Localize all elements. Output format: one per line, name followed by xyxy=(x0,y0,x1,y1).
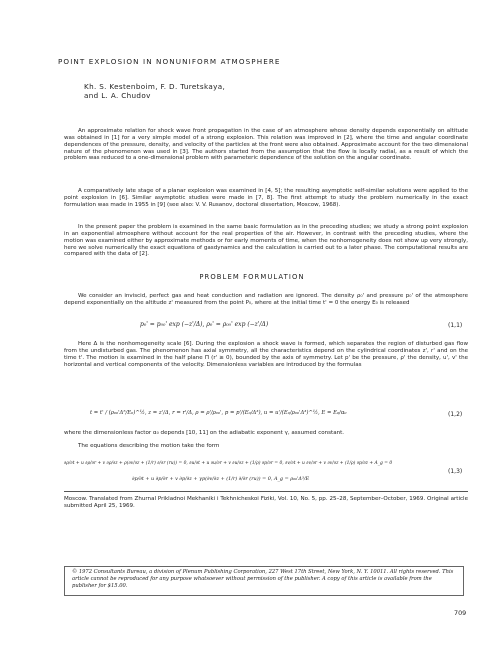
author-list xyxy=(84,82,225,100)
paper-title: POINT EXPLOSION IN NONUNIFORM ATMOSPHERE xyxy=(58,57,281,66)
page-number: 709 xyxy=(454,609,467,617)
intro-paragraph-2: A comparatively late stage of a planar explosion was examined in [4, 5]; the resulting asymptotic self-similar solutions were applied to the point explosion in [6]. Similar asymptotic studies were made in [7, 8]. The first attempt to study the problem numerically in the exact formulation was made in 1955 in [9] (see also: V. V. Rusanov, doctoral dissertation, Moscow, 1968). xyxy=(64,188,468,208)
equation-1-3-line-2: ∂p/∂t + u ∂p/∂r + v ∂p/∂z + γp(∂v/∂z + (1/r) ∂/∂r (ru)) = 0, A_g = ρ₀₀'Δ³/E xyxy=(132,476,310,482)
formulation-paragraph: We consider an inviscid, perfect gas and heat conduction and radiation are ignored. The density ρ₀' and pressure p₀' of the atmosphere depend exponentially on the altitude z' measured from the point P₀, where at the initial time t' = 0 the energy E₀ is released xyxy=(64,293,468,306)
abstract-paragraph: An approximate relation for shock wave front propagation in the case of an atmosphere whose density depends exponentially on altitude was obtained in [1] for a very simple model of a strong explosion. This relation was improved in [2], where the time and angular coordinate dependences of the pressure, density, and velocity of the particles at the front were also obtained. Approximate account for the two dimensional nature of the phenomenon was used in [3]. The authors started from the assumption that the flow is locally radial, as a result of which the problem was reduced to a one-dimensional problem with parameteric dependence of the solution on the angular coordinate. xyxy=(64,128,468,162)
equation-1-2: t = t' / (ρ₀₀'Δ⁵/E₀)^½, z = z'/Δ, r = r'/Δ, ρ = ρ'/ρ₀₀', p = p'/(E₀/Δ³), u = u'/(E₀/ρ₀₀'Δ³)^½, E = E₀/α₀ xyxy=(90,410,347,416)
copyright-notice: © 1972 Consultants Bureau, a division of Plenum Publishing Corporation, 227 West 17th Street, New York, N. Y. 10011. All rights reserved. This article cannot be reproduced for any purpose whatsoever without permission of the publisher. A copy of this article is available from the publisher for $15.00. xyxy=(72,569,454,589)
equations-intro-paragraph: The equations describing the motion take the form xyxy=(78,443,220,449)
equation-1-3-line-1: ∂ρ/∂t + u ∂ρ/∂r + v ∂ρ/∂z + ρ(∂v/∂z + (1/r) ∂/∂r (ru)) = 0, ∂u/∂t + u ∂u/∂r + v ∂u/∂z + (1/ρ) ∂p/∂r = 0, ∂v/∂t + u ∂v/∂r + v ∂v/∂z + (1/ρ) ∂p/∂z + A_g = 0 xyxy=(64,461,393,466)
equation-number-1-3: (1,3) xyxy=(448,468,463,475)
equation-number-1-1: (1,1) xyxy=(448,322,463,329)
equation-number-1-2: (1,2) xyxy=(448,411,463,418)
adiabatic-paragraph: where the dimensionless factor α₀ depends [10, 11] on the adiabatic exponent γ, assumed constant. xyxy=(64,430,345,436)
intro-paragraph-3: In the present paper the problem is examined in the same basic formulation as in the preceding studies; we study a strong point explosion in an exponential atmosphere without account for the real properties of the air. However, in contrast with the preceding studies, where the motion was examined either by approximate methods or for early moments of time, when the nonhomogeneity does not show up very strongly, here we solve numerically the exact equations of gasdynamics and the calculation is carried out to a later phase. The computational results are compared with the data of [2]. xyxy=(64,224,468,258)
nonhomogeneity-paragraph: Here Δ is the nonhomogeneity scale [6]. During the explosion a shock wave is formed, which separates the region of disturbed gas flow from the undisturbed gas. The phenomenon has axial symmetry, all the characteristics depend on the cylindrical coordinates z', r' and on the time t'. The motion is examined in the half plane Π (r' ≥ 0), bounded by the axis of symmetry. Let p' be the pressure, ρ' the density, u', v' the horizontal and vertical components of the velocity. Dimensionless variables are introduced by the formulas xyxy=(64,341,468,368)
footnote: Moscow. Translated from Zhurnal Prikladnoi Mekhaniki i Tekhnicheskoi Fiziki, Vol. 10, No. 5, pp. 25–28, September–October, 1969. Original article submitted April 25, 1969. xyxy=(64,496,468,509)
section-heading: PROBLEM FORMULATION xyxy=(199,273,305,281)
author-line-1: Kh. S. Kestenboim, F. D. Turetskaya, xyxy=(84,82,226,91)
footnote-divider xyxy=(64,491,468,492)
author-line-2: and L. A. Chudov xyxy=(84,91,151,100)
equation-1-1: p₀' = p₀₀' exp (−z'/Δ), ρ₀' = ρ₀₀' exp (−z'/Δ) xyxy=(140,321,269,328)
